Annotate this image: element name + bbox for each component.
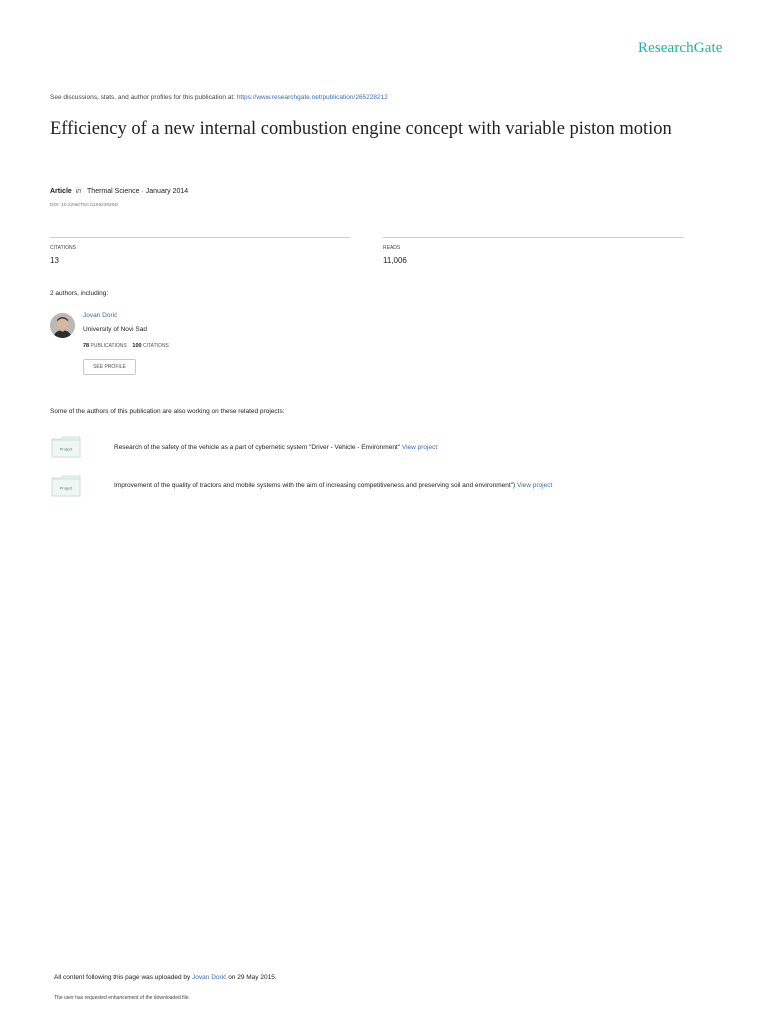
authors-heading: 2 authors, including:: [50, 290, 109, 297]
researchgate-logo[interactable]: ResearchGate: [638, 40, 723, 56]
upload-prefix: All content following this page was uploaded by: [54, 974, 191, 981]
discussions-text: See discussions, stats, and author profiles for this publication at:: [50, 94, 235, 101]
project-folder-icon[interactable]: [51, 436, 81, 458]
article-type: Article: [50, 188, 72, 195]
upload-info: [54, 974, 277, 981]
author-avatar[interactable]: [50, 313, 75, 338]
publication-discussions-line: [50, 94, 388, 101]
in-word: in: [75, 188, 82, 195]
citations-divider: [50, 237, 350, 238]
see-profile-button[interactable]: SEE PROFILE: [83, 359, 136, 375]
uploader-link[interactable]: Jovan Dorić: [192, 974, 227, 981]
publications-label: PUBLICATIONS: [90, 343, 127, 349]
related-projects-heading: Some of the authors of this publication are also working on these related projects:: [50, 408, 285, 415]
reads-value: 11,006: [383, 256, 407, 265]
author-citations-label: CITATIONS: [142, 343, 169, 349]
publications-count: 78: [83, 343, 90, 349]
project-icon-label: Project: [59, 485, 73, 491]
project-title: Research of the safety of the vehicle as a part of cybernetic system "Driver - Vehicle - Environment": [114, 444, 401, 451]
project-icon-label: Project: [59, 446, 73, 452]
citations-label: CITATIONS: [50, 245, 76, 251]
author-stats: [83, 343, 169, 349]
reads-label: READS: [383, 245, 401, 251]
article-meta: [50, 188, 188, 195]
author-institution: University of Novi Sad: [83, 326, 147, 333]
related-project-item: [114, 482, 552, 489]
journal-date: Thermal Science · January 2014: [87, 188, 189, 195]
upload-suffix: on 29 May 2015.: [228, 974, 277, 981]
view-project-link[interactable]: View project: [516, 482, 553, 489]
article-doi: DOI: 10.2298/TSCI110923020D: [50, 203, 118, 208]
author-name-link[interactable]: Jovan Dorić: [83, 312, 118, 319]
reads-divider: [383, 237, 684, 238]
view-project-link[interactable]: View project: [401, 444, 438, 451]
project-title: Improvement of the quality of tractors and mobile systems with the aim of increasing competitiveness and preserving soil and environment"): [114, 482, 516, 489]
publication-url-link[interactable]: https://www.researchgate.net/publication/265228212: [236, 94, 388, 101]
related-project-item: [114, 444, 437, 451]
citations-value: 13: [50, 256, 59, 265]
project-folder-icon[interactable]: [51, 475, 81, 497]
enhancement-note: The user has requested enhancement of the downloaded file.: [54, 995, 190, 1001]
author-citations-count: 100: [132, 343, 142, 349]
article-title: Efficiency of a new internal combustion engine concept with variable piston motion: [50, 119, 672, 139]
